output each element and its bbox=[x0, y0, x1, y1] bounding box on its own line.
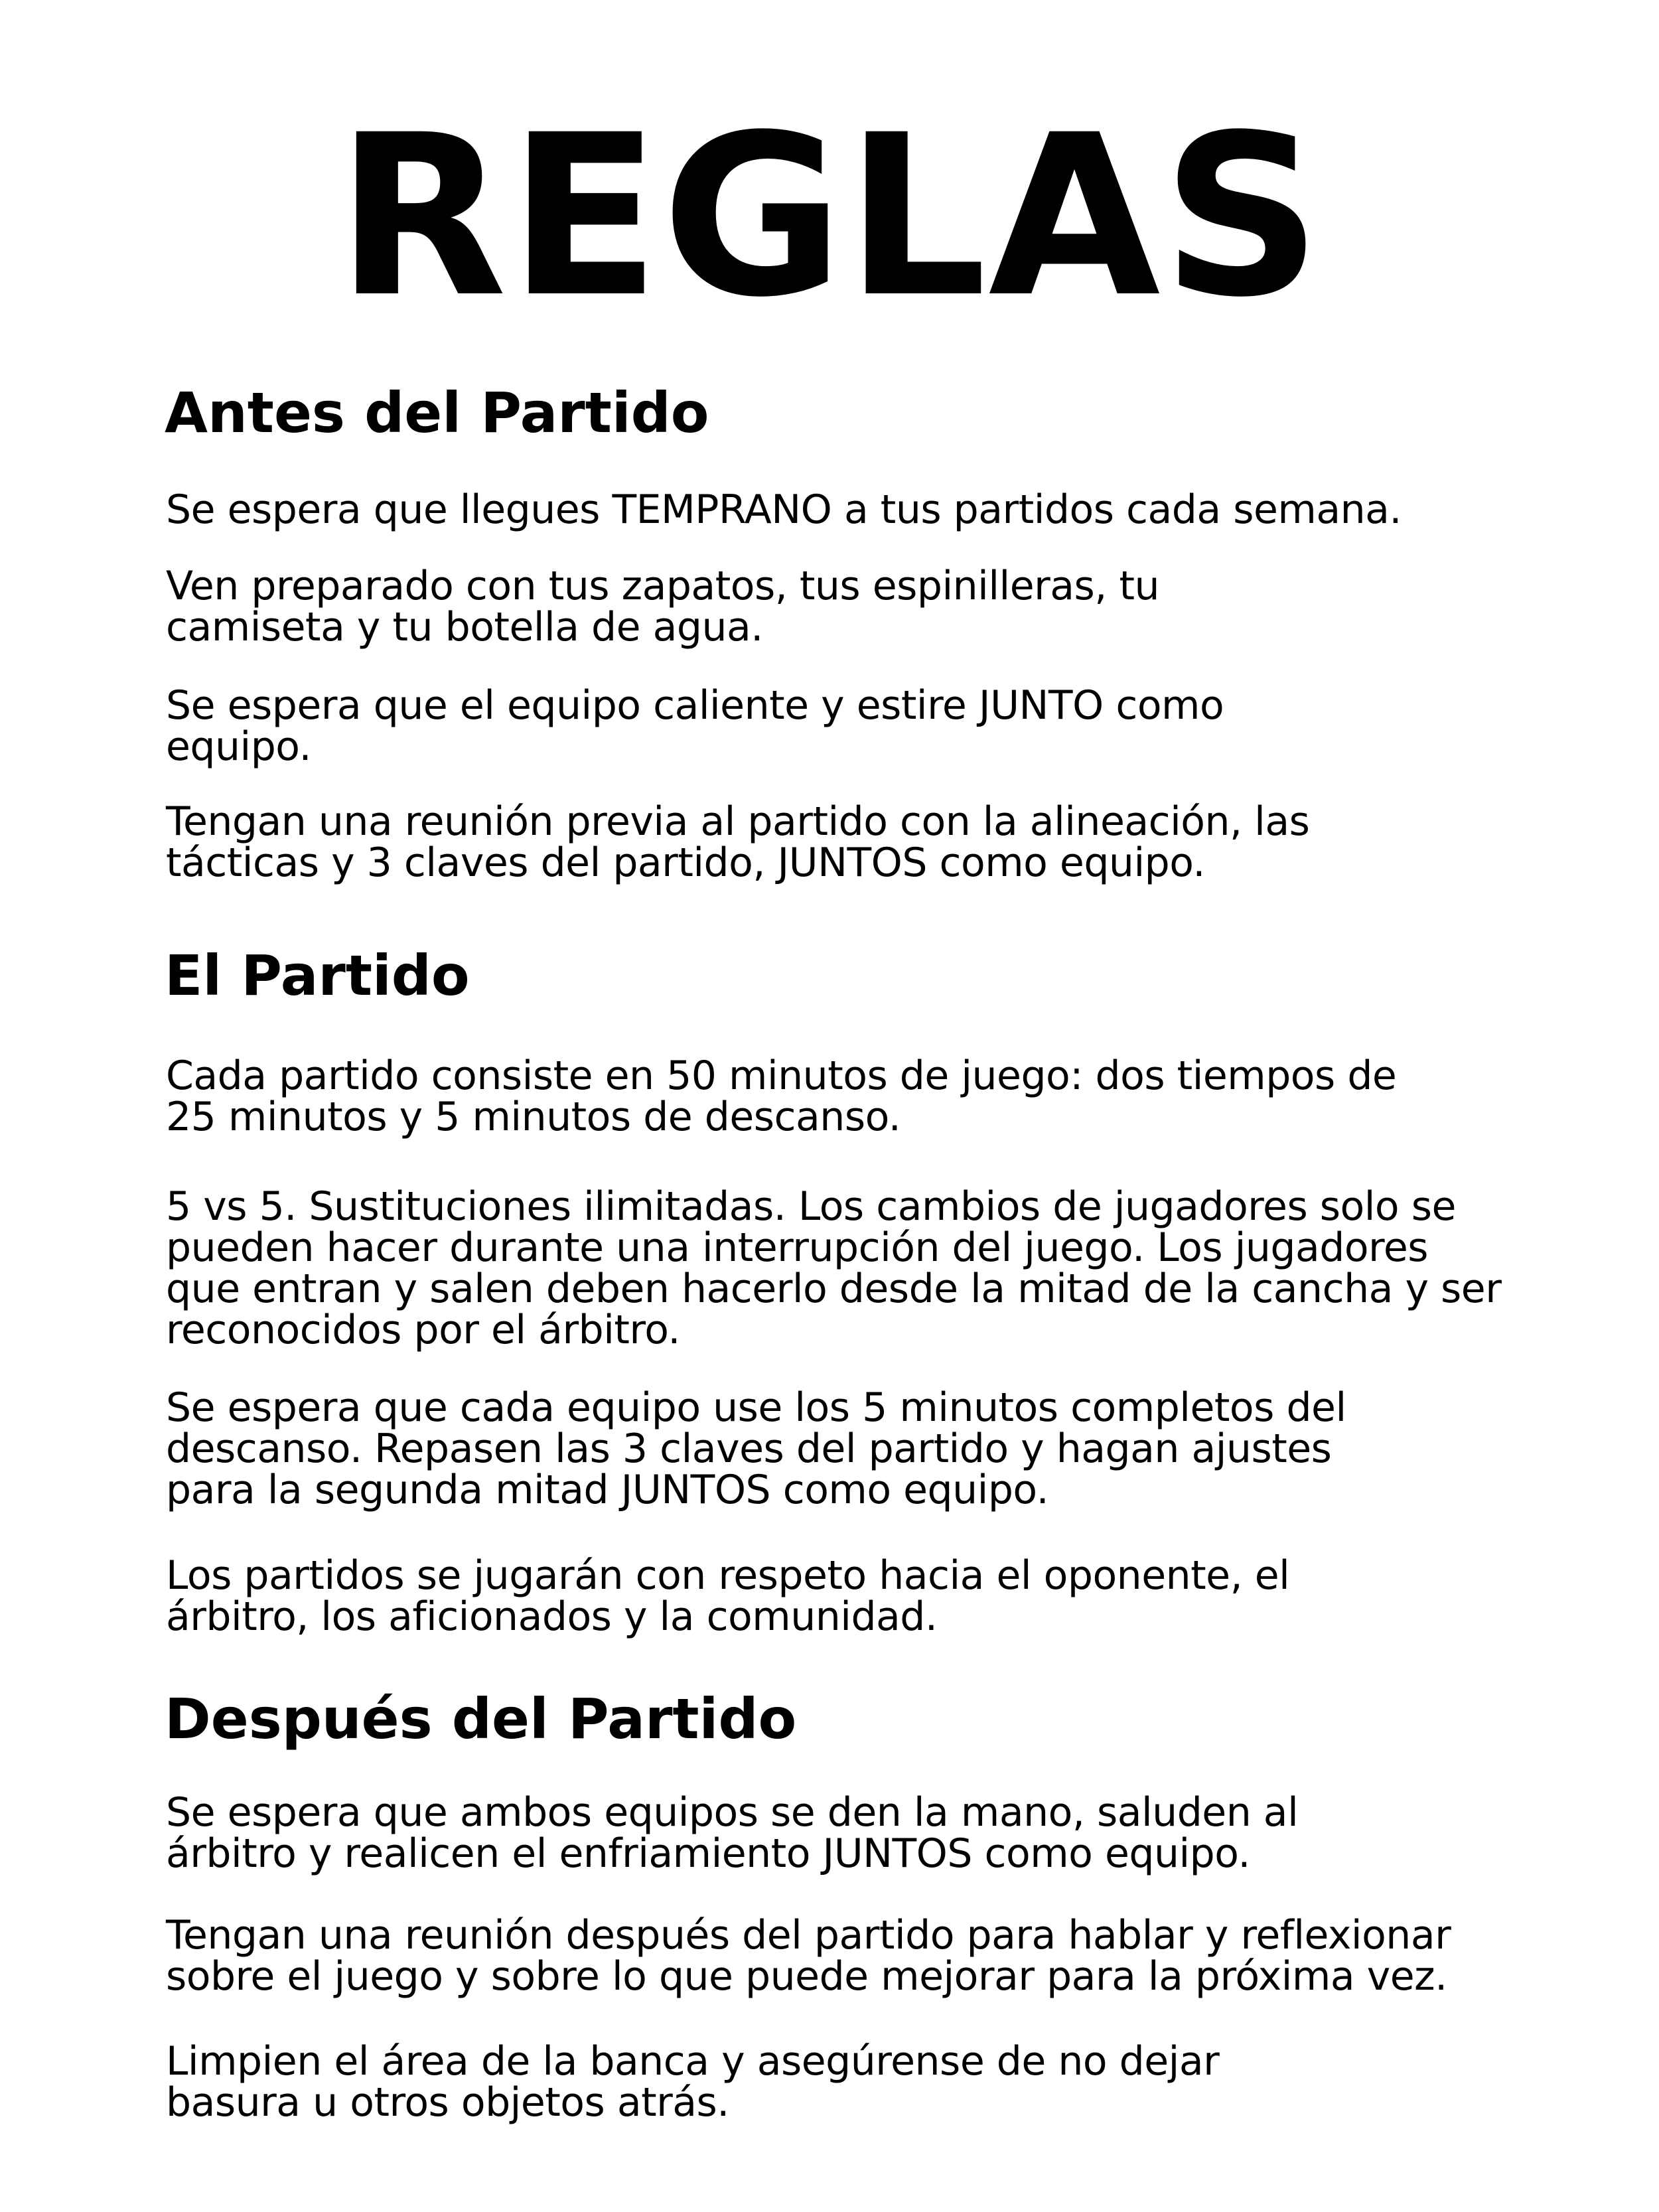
rule-paragraph: Se espera que llegues TEMPRANO a tus partidos cada semana. bbox=[166, 486, 1402, 533]
rule-paragraph: Tengan una reunión después del partido para hablar y reflexionar sobre el juego y sobre lo que puede mejorar para la próxima vez. bbox=[166, 1912, 1451, 2000]
rule-paragraph: Se espera que cada equipo use los 5 minutos completos del descanso. Repasen las 3 claves del partido y hagan ajustes para la segunda mitad JUNTOS como equipo. bbox=[166, 1384, 1346, 1513]
rule-paragraph: Se espera que el equipo caliente y estire JUNTO como equipo. bbox=[166, 682, 1224, 770]
rule-paragraph: Los partidos se jugarán con respeto hacia el oponente, el árbitro, los aficionados y la comunidad. bbox=[166, 1552, 1290, 1640]
rule-paragraph: 5 vs 5. Sustituciones ilimitadas. Los cambios de jugadores solo se pueden hacer durante una interrupción del juego. Los jugadores que entran y salen deben hacerlo desde la mitad de la cancha y ser reconocidos por el árbitro. bbox=[166, 1183, 1502, 1353]
rule-paragraph: Limpien el área de la banca y asegúrense de no dejar basura u otros objetos atrás. bbox=[166, 2038, 1220, 2126]
page-title: REGLAS bbox=[336, 88, 1323, 346]
rule-paragraph: Ven preparado con tus zapatos, tus espinilleras, tu camiseta y tu botella de agua. bbox=[166, 563, 1159, 650]
section-heading-before-match: Antes del Partido bbox=[165, 380, 709, 445]
section-heading-after-match: Después del Partido bbox=[165, 1686, 797, 1751]
section-heading-match: El Partido bbox=[165, 943, 470, 1008]
rule-paragraph: Tengan una reunión previa al partido con la alineación, las tácticas y 3 claves del partido, JUNTOS como equipo. bbox=[166, 798, 1310, 886]
rule-paragraph: Cada partido consiste en 50 minutos de juego: dos tiempos de 25 minutos y 5 minutos de descanso. bbox=[166, 1053, 1397, 1140]
rule-paragraph: Se espera que ambos equipos se den la mano, saluden al árbitro y realicen el enfriamiento JUNTOS como equipo. bbox=[166, 1789, 1299, 1877]
